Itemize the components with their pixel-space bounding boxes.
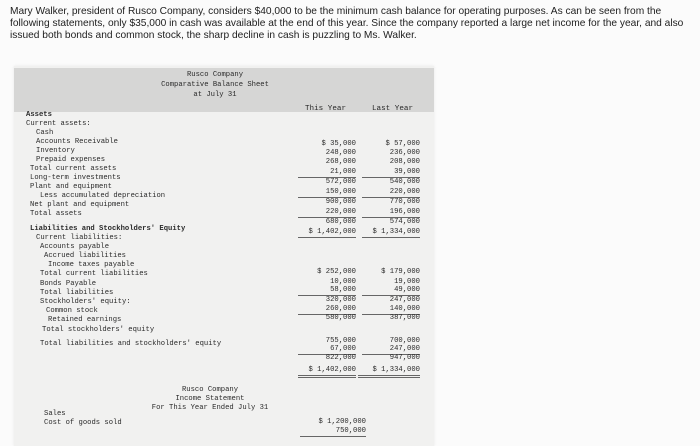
bs-value-last-year: 540,000 [389, 178, 420, 186]
bs-row-label: Total assets [30, 210, 82, 218]
bs-value-last-year: $ 57,000 [385, 140, 420, 148]
bs-value-last-year: 39,000 [362, 168, 420, 178]
bs-row-label: Net plant and equipment [30, 201, 130, 209]
problem-intro: Mary Walker, president of Rusco Company, considers $40,000 to be the minimum cash balance for operating purposes. As can be seen from the following statements, only $35,000 in cash was available at the end of this year. Since the company reported a large net income for the year, and also issued both bonds and common stock, the sharp decline in cash is puzzling to Ms. Walker. [10, 6, 684, 41]
bs-row-label: Prepaid expenses [36, 156, 106, 164]
bs-value-this-year: $ 1,402,000 [298, 228, 356, 238]
column-header-this-year: This Year [305, 105, 347, 113]
bs-row-label: Current assets: [26, 120, 91, 128]
bs-row-label: Total liabilities and stockholders' equity [40, 340, 222, 348]
bs-row-label: Total liabilities [40, 289, 114, 297]
bs-value-last-year: 19,000 [394, 278, 420, 286]
bs-value-last-year: 140,000 [362, 305, 420, 315]
is-value-sales: $ 1,200,000 [318, 418, 366, 426]
is-company-name: Rusco Company [181, 386, 239, 394]
bs-row-label: Retained earnings [48, 316, 122, 324]
column-header-last-year: Last Year [372, 105, 414, 113]
is-value-cogs: 750,000 [300, 427, 366, 437]
is-label-sales: Sales [44, 410, 66, 418]
bs-value-last-year: 247,000 [362, 345, 420, 355]
bs-row-label: Bonds Payable [40, 280, 97, 288]
bs-value-this-year: 67,000 [298, 345, 356, 355]
bs-row-label: Less accumulated depreciation [40, 192, 166, 200]
bs-row-label: Assets [26, 111, 52, 119]
bs-value-last-year: 574,000 [389, 218, 420, 226]
bs-row-label: Accrued liabilities [44, 252, 126, 260]
bs-value-this-year: 220,000 [298, 208, 356, 218]
bs-value-last-year: 947,000 [389, 354, 420, 362]
bs-row-label: Long-term investments [30, 174, 121, 182]
bs-row-label: Common stock [46, 307, 98, 315]
bs-value-this-year: 248,000 [325, 149, 356, 157]
bs-value-this-year: $ 35,000 [321, 140, 356, 148]
bs-value-this-year: 900,000 [325, 198, 356, 206]
bs-value-this-year: 320,000 [325, 296, 356, 304]
bs-row-label: Accounts Receivable [36, 138, 118, 146]
balance-sheet-title [150, 70, 280, 100]
bs-value-last-year: 196,000 [362, 208, 420, 218]
bs-value-this-year: 10,000 [330, 278, 356, 286]
bs-value-this-year: 21,000 [298, 168, 356, 178]
bs-value-last-year: 220,000 [362, 188, 420, 198]
bs-row-label: Cash [36, 129, 54, 137]
bs-row-label: Income taxes payable [48, 261, 135, 269]
is-statement-name: Income Statement [175, 395, 245, 403]
bs-value-last-year: 236,000 [389, 149, 420, 157]
bs-row-label: Plant and equipment [30, 183, 112, 191]
bs-row-label: Total current assets [30, 165, 117, 173]
bs-row-label: Accounts payable [40, 243, 110, 251]
bs-value-this-year: $ 252,000 [317, 268, 356, 276]
bs-row-label: Total current liabilities [40, 270, 148, 278]
bs-value-this-year: 822,000 [325, 354, 356, 362]
bs-value-this-year: 268,000 [325, 158, 356, 166]
bs-row-label: Total stockholders' equity [42, 326, 155, 334]
bs-row-label: Liabilities and Stockholders' Equity [30, 225, 186, 233]
bs-value-last-year: $ 1,334,000 [362, 228, 420, 238]
bs-value-last-year: $ 1,334,000 [358, 366, 420, 378]
bs-value-this-year: 58,000 [298, 286, 356, 296]
bs-value-this-year: 755,000 [325, 337, 356, 345]
bs-value-last-year: $ 179,000 [381, 268, 420, 276]
statement-date: at July 31 [193, 91, 237, 99]
bs-value-this-year: 260,000 [298, 305, 356, 315]
bs-value-last-year: 49,000 [362, 286, 420, 296]
is-label-cogs: Cost of goods sold [44, 419, 122, 427]
bs-value-this-year: 680,000 [325, 218, 356, 226]
income-statement-title [140, 386, 280, 413]
company-name: Rusco Company [186, 71, 244, 79]
bs-row-label: Current liabilities: [36, 234, 123, 242]
bs-value-this-year: $ 1,402,000 [298, 366, 356, 378]
bs-value-this-year: 150,000 [298, 188, 356, 198]
is-period: For This Year Ended July 31 [151, 404, 269, 412]
bs-value-last-year: 208,000 [389, 158, 420, 166]
bs-row-label: Inventory [36, 147, 75, 155]
bs-value-this-year: 580,000 [325, 314, 356, 322]
bs-value-last-year: 387,000 [389, 314, 420, 322]
bs-value-this-year: 572,000 [325, 178, 356, 186]
statement-name: Comparative Balance Sheet [161, 81, 269, 89]
bs-row-label: Stockholders' equity: [40, 298, 131, 306]
bs-value-last-year: 700,000 [389, 337, 420, 345]
bs-value-last-year: 247,000 [389, 296, 420, 304]
bs-value-last-year: 770,000 [389, 198, 420, 206]
